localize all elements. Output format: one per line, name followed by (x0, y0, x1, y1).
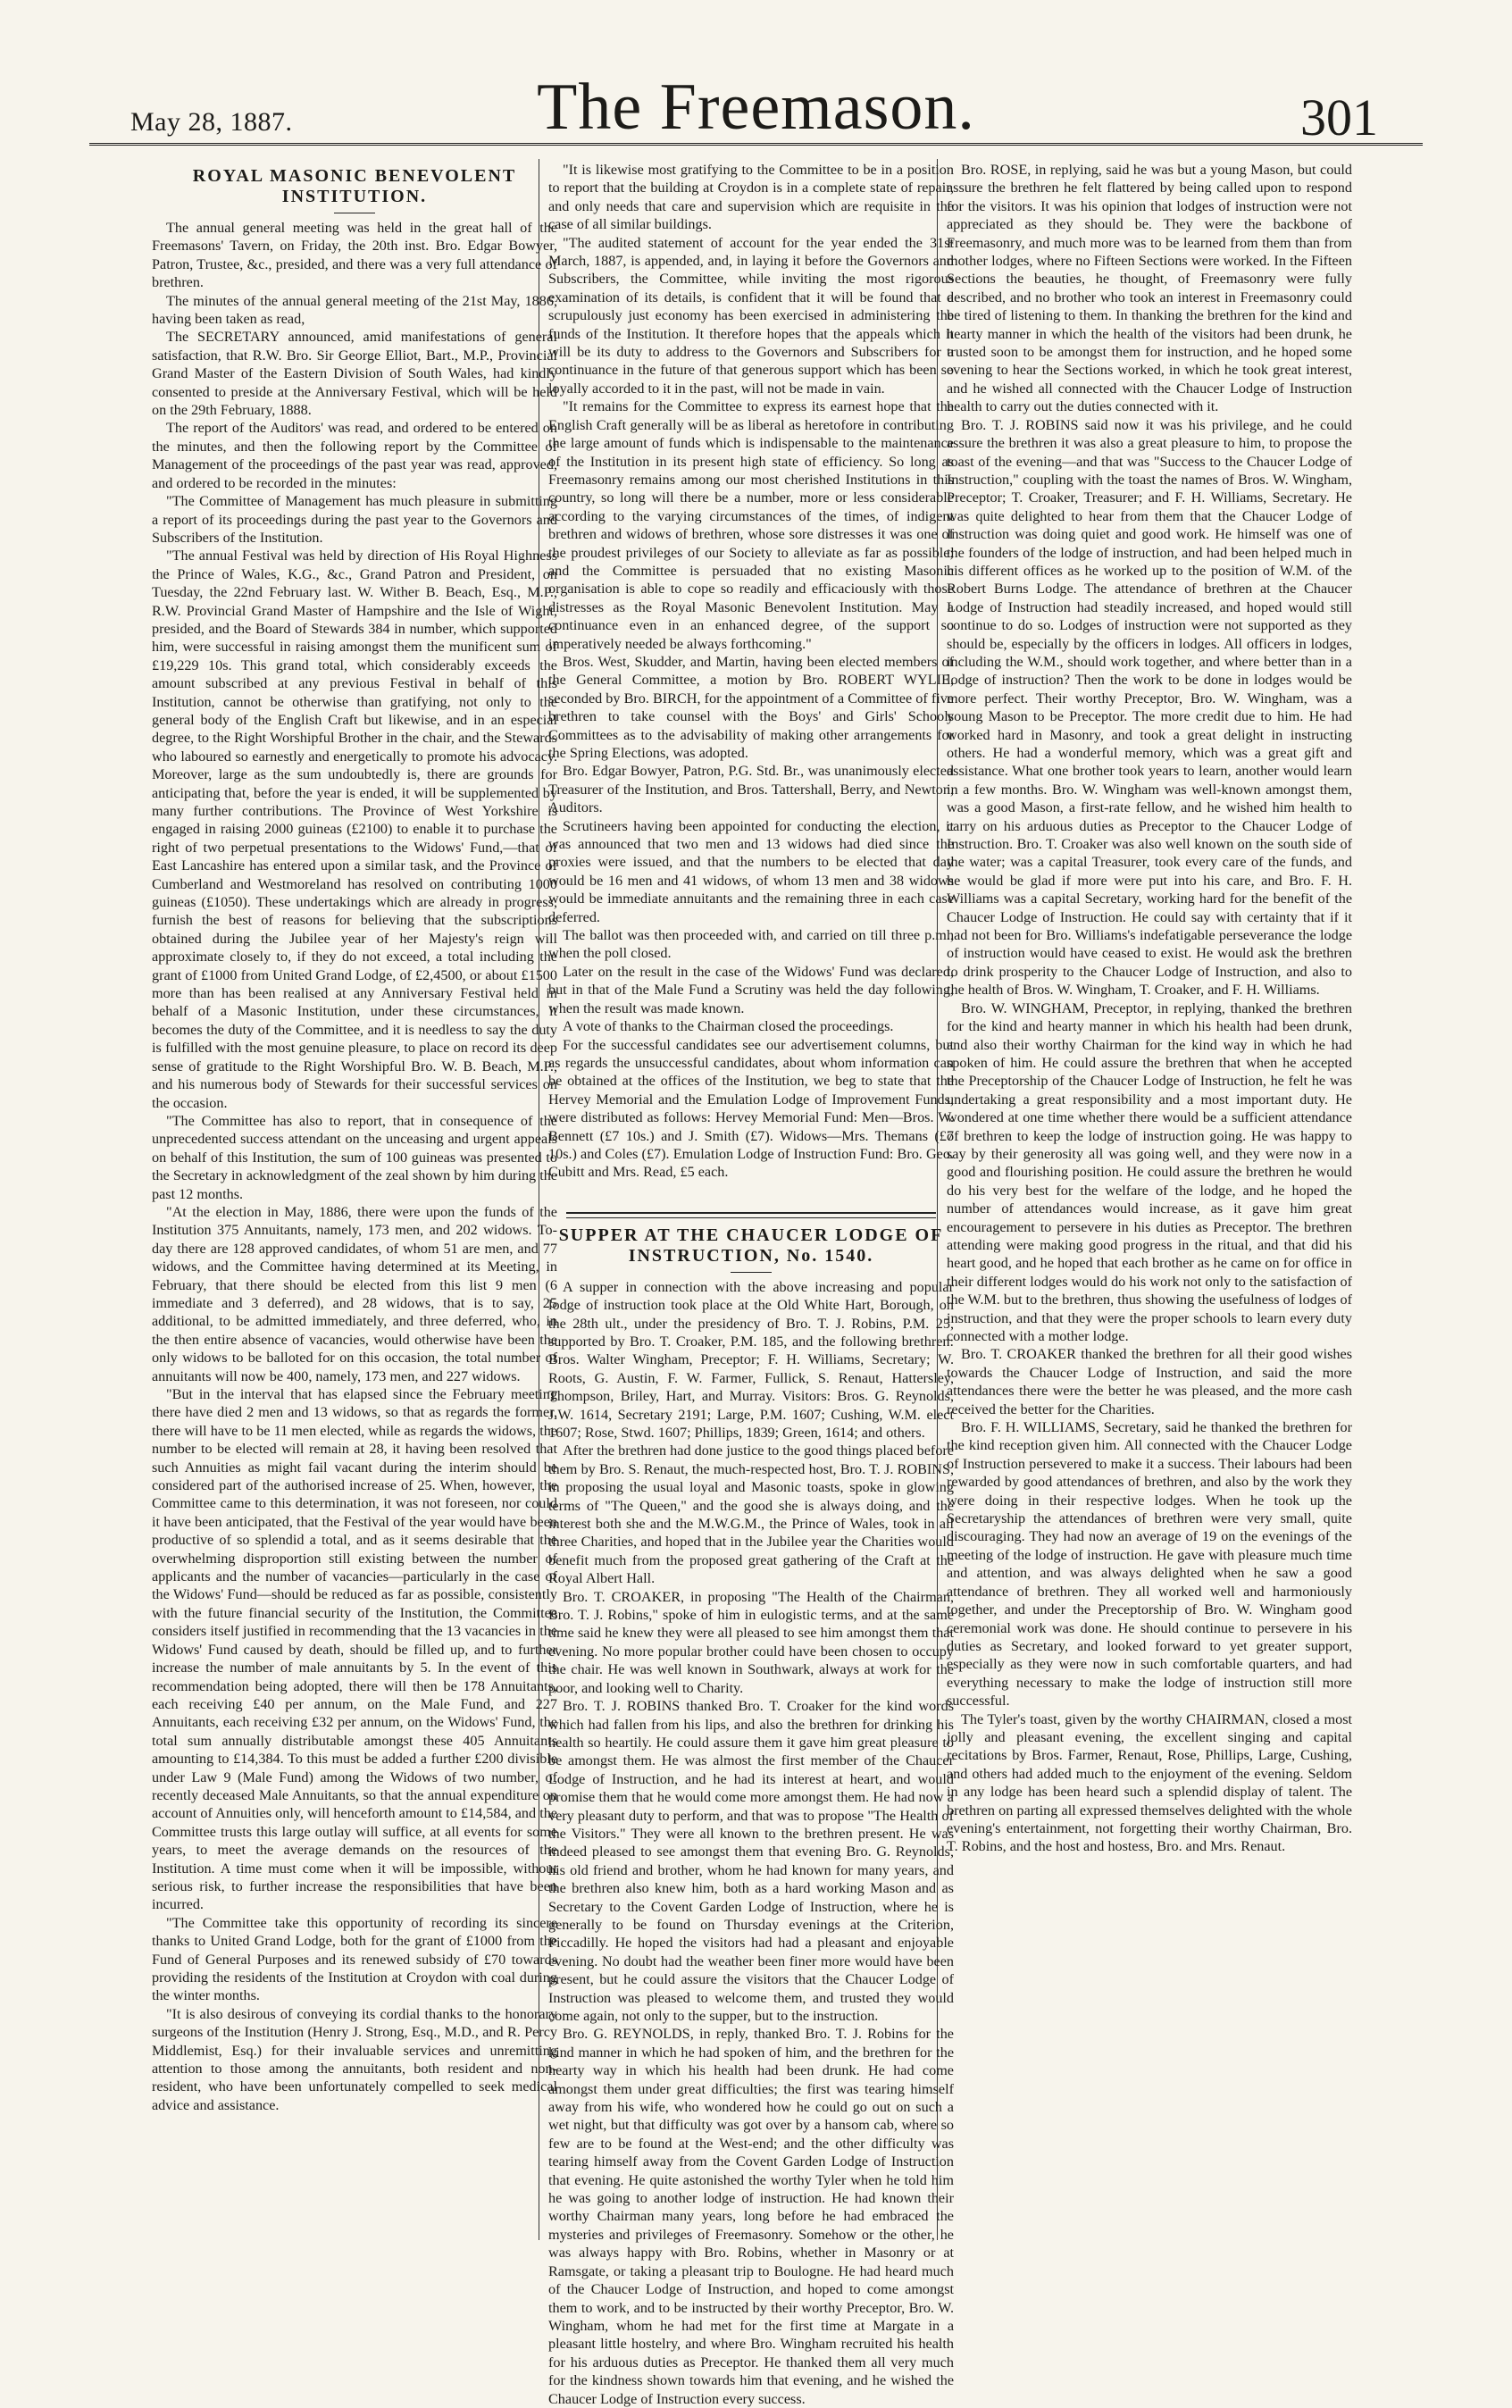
masthead (89, 61, 1423, 146)
paragraph: "It is likewise most gratifying to the Committee to be in a position to report that the building at Croydon is in a complete state of repair, and only needs that care and supervision which are requisite in the case of all similar buildings. (548, 162, 954, 233)
paragraph: Bro. T. CROAKER, in proposing "The Health of the Chairman, Bro. T. J. Robins," spoke of him in eulogistic terms, and at the same time said he knew they were all pleased to see him amongst them that evening. No more popular brother could have been chosen to occupy the chair. He was well known in Southwark, always at work for the poor, and looking well to Charity. (548, 1588, 954, 1696)
paragraph: A vote of thanks to the Chairman closed the proceedings. (563, 1018, 894, 1035)
paragraph: "It remains for the Committee to express its earnest hope that the English Craft generally will be as liberal as heretofore in contributing the large amount of funds which is indispensable to the maintenance of the Institution in its present high state of efficiency. So long as Freemasonry remains among our most cherished Institutions in this country, so long will there be a number, more or less considerable according to the varying circumstances of the times, of indigent brethren and widows of brethren, whose sore distresses it was one of the proudest privileges of our Society to alleviate as far as possible; and the Committee is persuaded that no existing Masonic organisation is able to cope so readily and efficaciously with those distresses as the Royal Masonic Benevolent Institution. May a continuance even in an enhanced degree, of the support so imperatively needed be always forthcoming." (548, 398, 954, 652)
paragraph: Bros. West, Skudder, and Martin, having been elected members of the General Committee, a motion by Bro. ROBERT WYLIE, seconded by Bro. BIRCH, for the appointment of a Committee of five brethren to take counsel with the Boys' and Girls' Schools Committees as to the advisability of making other arrangements for the Spring Elections, was adopted. (548, 653, 954, 761)
paragraph: The Tyler's toast, given by the worthy CHAIRMAN, closed a most jolly and pleasant evening, the excellent singing and capital recitations by Bros. Farmer, Renaut, Rose, Phillips, Large, Cushing, and others had added much to the enjoyment of the evening. Seldom in any lodge has been heard such a splendid display of talent. The brethren on parting all expressed themselves delighted with the whole evening's entertainment, not forgetting their worthy Chairman, Bro. T. Robins, and the host and hostess, Bro. and Mrs. Renaut. (947, 1710, 1352, 1855)
paragraph: "The audited statement of account for the year ended the 31st March, 1887, is appended, and, in laying it before the Governors and Subscribers, the Committee, while inviting the most rigorous examination of its details, is confident that it will be found that a scrupulously just economy has been exercised in administering the funds of the Institution. It therefore hopes that the appeals which it will be its duty to address to the Governors and Subscribers for a continuance in the future of that generous support which has been so loyally accorded to it in the past, will not be made in vain. (548, 234, 954, 397)
divider (731, 1272, 772, 1273)
paragraph: "At the election in May, 1886, there were upon the funds of the Institution 375 Annuitants, namely, 173 men, and 202 widows. To-day there are 128 approved candidates, of whom 51 are men, and 77 widows, and the Committee having determined at its Meeting, in February, that there should be elected from this list 9 men (6 immediate and 3 deferred), and 28 widows, that is to say, 25 additional, to be admitted immediately, and three deferred, who, in the then entire absence of vacancies, would otherwise have been the only widows to be balloted for on this occasion, the total number of annuitants will now be 400, namely, 173 men, and 227 widows. (152, 1203, 557, 1384)
article-heading: SUPPER AT THE CHAUCER LODGE OF INSTRUCTION, No. 1540. (558, 1225, 944, 1266)
paragraph: The annual general meeting was held in the great hall of the Freemasons' Tavern, on Friday, the 20th inst. Bro. Edgar Bowyer, Patron, Trustee, &c., presided, and there was a very full attendance of brethren. (152, 220, 557, 291)
article-heading: ROYAL MASONIC BENEVOLENT INSTITUTION. (192, 166, 517, 206)
paragraph: The ballot was then proceeded with, and carried on till three p.m., when the poll closed. (548, 927, 954, 962)
paragraph: Bro. T. J. ROBINS said now it was his privilege, and he could assure the brethren it was also a great pleasure to him, to propose the toast of the evening—and that was "Success to the Chaucer Lodge of Instruction," coupling with the toast the names of Bros. W. Wingham, Preceptor; T. Croaker, Treasurer; and F. H. Williams, Secretary. He was quite delighted to hear from them that the Chaucer Lodge of Instruction was doing quiet and good work. He himself was one of the founders of the lodge of instruction, and had been helped much in his different offices as he worked up to the position of W.M. of the Robert Burns Lodge. The attendance of brethren at the Chaucer Lodge of Instruction had steadily increased, and hoped would still continue to do so. Lodges of instruction were not supported as they should be, especially by the officers in lodges. All officers in lodges, including the W.M., should work together, and where better than in a lodge of instruction? Then the work to be done in lodges would be more perfect. Their worthy Preceptor, Bro. W. Wingham, was a young Mason to be Preceptor. The more credit due to him. He had worked hard in Masonry, and took a great delight in instructing others. He had a wonderful memory, which was a great gift and assistance. What one brother took years to learn, another would learn in a few months. Bro. W. Wingham was well-known amongst them, was a good Mason, a first-rate fellow, and he wished him health to carry on his arduous duties as Preceptor to the Chaucer Lodge of Instruction. Bro. T. Croaker was also well known on the south side of the water; was a capital Treasurer, took every care of the funds, and he would be glad if more were put into his care, and Bro. F. H. Williams was a capital Secretary, working hard for the benefit of the Chaucer Lodge of Instruction. He could say with certainty that if it had not been for Bro. Williams's indefatigable perseverance the lodge of instruction would have ceased to exist. He would ask the brethren to drink prosperity to the Chaucer Lodge of Instruction, and also to the health of Bros. W. Wingham, T. Croaker, and F. H. Williams. (947, 416, 1352, 999)
paragraph: The minutes of the annual general meeting of the 21st May, 1886, having been taken as read, (152, 292, 557, 328)
paragraph: The SECRETARY announced, amid manifestations of general satisfaction, that R.W. Bro. Sir George Elliot, Bart., M.P., Provincial Grand Master of the Eastern Division of South Wales, had kindly consented to preside at the Anniversary Festival, which will be held on the 29th February, 1888. (152, 329, 557, 419)
paragraph: The report of the Auditors' was read, and ordered to be entered on the minutes, and then the following report by the Committee of Management of the proceedings of the past year was read, approved, and ordered to be recorded in the minutes: (152, 420, 557, 491)
paragraph: Bro. G. REYNOLDS, in reply, thanked Bro. T. J. Robins for the kind manner in which he had spoken of him, and the brethren for the hearty way in which his health had been drunk. He had come amongst them under great difficulties; the first was tearing himself away from his wife, who wondered how he could go out on such a wet night, but that difficulty was got over by a hansom cab, where so few are to be found at the West-end; and the other difficulty was tearing himself away from the Covent Garden Lodge of Instruction that evening. He quite astonished the worthy Tyler when he told him he was going to another lodge of instruction. He had known their worthy Chairman many years, long before he had embraced the mysteries and privileges of Freemasonry. Somehow or the other, he was always happy with Bro. Robins, whether in Masonry or at Ramsgate, or taking a pleasant trip to Boulogne. He had heard much of the Chaucer Lodge of Instruction, and hoped to come amongst them to work, and to be instructed by their worthy Preceptor, Bro. W. Wingham, whom he had met for the first time at Margate in a pleasant little hostelry, and where Bro. Wingham recruited his health for his arduous duties as Preceptor. He thanked them all very much for the kindness shown towards him that evening, and he wished the Chaucer Lodge of Instruction every success. (548, 2026, 954, 2407)
paragraph: Later on the result in the case of the Widows' Fund was declared, but in that of the Male Fund a Scrutiny was held the day following, when the result was made known. (548, 963, 954, 1016)
paragraph: A supper in connection with the above increasing and popular lodge of instruction took place at the Old White Hart, Borough, on the 28th ult., under the presidency of Bro. T. J. Robins, P.M. 25, supported by Bro. T. Croaker, P.M. 185, and the following brethren: Bros. Walter Wingham, Preceptor; F. H. Williams, Secretary; W. Roots, G. Austin, F. W. Farmer, Fullick, S. Renaut, Hattersley, Thompson, Briley, Hart, and Murray. Visitors: Bros. G. Reynolds, J.W. 1614, Secretary 2191; Large, P.M. 1607; Cushing, W.M. elect 1607; Rose, Stwd. 1607; Phillips, 1839; Green, 1614; and others. (548, 1278, 954, 1441)
paragraph: Bro. Edgar Bowyer, Patron, P.G. Std. Br., was unanimously elected Treasurer of the Institution, and Bros. Tattershall, Berry, and Newton, Auditors. (548, 763, 954, 816)
column-3 (947, 161, 1352, 2233)
page-number: 301 (1300, 88, 1378, 146)
section-divider (566, 1212, 936, 1218)
paragraph: "It is also desirous of conveying its cordial thanks to the honorary surgeons of the Institution (Henry J. Strong, Esq., M.D., and R. Percy Middlemist, Esq.) for their invaluable services and unremitting attention to those among the annuitants, both resident and non-resident, who have been unfortunately compelled to seek medical advice and assistance. (152, 2005, 557, 2113)
paragraph: "But in the interval that has elapsed since the February meeting there have died 2 men and 13 widows, so that as regards the former, there will have to be 11 men elected, while as regards the widows, the number to be elected will remain at 28, it having been resolved that such Annuities as might fail vacant during the interim should be considered part of the authorised increase of 25. When, however, the Committee came to this determination, it was not foreseen, nor could it have been anticipated, that the Festival of the year would have been productive of so splendid a total, and as it seems desirable that the overwhelming disproportion still existing between the number of applicants and the number of vacancies—particularly in the case of the Widows' Fund—should be reduced as far as possible, consistently with the future financial security of the Institution, the Committee considers itself justified in recommending that the 13 vacancies in the Widows' Fund caused by death, should be filled up, and to further increase the number of male annuitants by 5. In the event of this recommendation being adopted, there will then be 178 Annuitants, each receiving £40 per annum, on the Male Fund, and 227 Annuitants, each receiving £32 per annum, on the Widows' Fund, the total sum annually distributable amongst these 405 Annuitants amounting to £14,384. To this must be added a further £200 divisible under Law 9 (Male Fund) among the Widows of two number, of recently deceased Male Annuitants, so that the annual expenditure on account of Annuities only, will henceforth amount to £14,584, and the Committee trusts this large outlay will suffice, at all events for some years, to meet the average demands on the resources of the Institution. A time must come when it will be impossible, without serious risk, to further increase the responsibilities that have been incurred. (152, 1386, 557, 1913)
column-2 (548, 161, 954, 2407)
paragraph: Bro. T. J. ROBINS thanked Bro. T. Croaker for the kind words which had fallen from his lips, and also the brethren for drinking his health so heartily. He could assure them it gave him great pleasure to be amongst them. He was almost the first member of the Chaucer Lodge of Instruction, and he had its interest at heart, and would promise them that he would come more amongst them. He had now a very pleasant duty to perform, and that was to propose "The Health of the Visitors." They were all known to the brethren present. He was indeed pleased to see amongst them that evening Bro. G. Reynolds, his old friend and brother, whom he had known for many years, and the brethren also knew him, both as a hard working Mason and as Secretary to the Covent Garden Lodge of Instruction, where he is generally to be found on Thursday evenings at the Criterion, Piccadilly. He hoped the visitors had had a pleasant and enjoyable evening. No doubt had the weather been finer more would have been present, but he could assure the visitors that the Chaucer Lodge of Instruction was pleased to welcome them, and trusted they would come again, not only to the supper, but to the instruction. (548, 1698, 954, 2024)
paragraph: "The Committee of Management has much pleasure in submitting a report of its proceedings during the past year to the Governors and Subscribers of the Institution. (152, 493, 557, 546)
paragraph: After the brethren had done justice to the good things placed before them by Bro. S. Renaut, the much-respected host, Bro. T. J. ROBINS, in proposing the usual loyal and Masonic toasts, spoke in glowing terms of "The Queen," and the good she is always doing, and the interest both she and the M.W.G.M., the Prince of Wales, took in all three Charities, and hoped that in the Jubilee year the Charities would benefit much from the proposed great gathering of the Craft at the Royal Albert Hall. (548, 1442, 954, 1587)
issue-date: May 28, 1887. (130, 107, 293, 137)
paragraph: Scrutineers having been appointed for conducting the election, it was announced that two men and 13 widows had died since the proxies were issued, and that the numbers to be elected that day would be 16 men and 41 widows, of whom 13 men and 38 widows would be immediate annuitants and the remaining three in each case deferred. (548, 817, 954, 925)
paragraph: "The Committee take this opportunity of recording its sincere thanks to United Grand Lodge, both for the grant of £1000 from the Fund of General Purposes and its renewed subsidy of £70 towards providing the residents of the Institution at Croydon with coal during the winter months. (152, 1914, 557, 2004)
paragraph: Bro. T. CROAKER thanked the brethren for all their good wishes towards the Chaucer Lodge of Instruction, and said the more attendances there were the better he was pleased, and the more cash received the better for the Charities. (947, 1346, 1352, 1417)
paragraph: Bro. F. H. WILLIAMS, Secretary, said he thanked the brethren for the kind reception given him. All connected with the Chaucer Lodge of Instruction persevered to make it a success. Their labours had been rewarded by good attendances of brethren, and also by the work they were doing in their respective lodges. When he took up the Secretaryship the attendances of brethren were very small, quite discouraging. They had now an average of 19 on the evenings of the meeting of the lodge of instruction. He gave with pleasure much time and attention, and was always delighted when he saw a good attendance of brethren. They all worked well and harmoniously together, and under the Preceptorship of Bro. W. Wingham good ceremonial work was done. He should continue to persevere in his duties as Secretary, and looked forward to yet greater support, especially as they were now in such comfortable quarters, and had everything necessary to make the lodge of instruction still more successful. (947, 1419, 1352, 1710)
paragraph: "The Committee has also to report, that in consequence of the unprecedented success attendant on the unceasing and urgent appeals on behalf of this Institution, the sum of 100 guineas was presented to the Secretary in acknowledgment of the zeal shown by him during the past 12 months. (152, 1112, 557, 1202)
paragraph: "The annual Festival was held by direction of His Royal Highness the Prince of Wales, K.G., &c., Grand Patron and President, on Tuesday, the 22nd February last. W. Wither B. Beach, Esq., M.P., R.W. Provincial Grand Master of Hampshire and the Isle of Wight, presided, and the Board of Stewards 384 in number, which supported him, were successful in raising amongst them the munificent sum of £19,229 10s. This grand total, which considerably exceeds the amount subscribed at any previous Festival in behalf of this Institution, cannot be otherwise than gratifying, not only to the general body of the English Craft but likewise, and in an especial degree, to the Right Worshipful Brother in the chair, and the Stewards who laboured so earnestly and energetically to promote his advocacy. Moreover, large as the sum undoubtedly is, there are grounds for anticipating that, before the year is ended, it will be supplemented by many further contributions. The Province of West Yorkshire is engaged in raising 2000 guineas (£2100) to enable it to purchase the right of two perpetual presentations to the Widows' Fund,—that of East Lancashire has entered upon a similar task, and the Province of Cumberland and Westmoreland has resolved on contributing 1000 guineas (£1050). These undertakings which are already in progress, furnish the best of reasons for believing that the subscriptions obtained during the Jubilee year of her Majesty's reign will approximate closely to, if they do not exceed, a total including the grant of £1000 from United Grand Lodge, of £2,4500, or about £1500 more than has been realised at any Anniversary Festival held in behalf of a Masonic Institution, under these circumstances, it becomes the duty of the Committee, and it is needless to say the duty is fulfilled with the most genuine pleasure, to place on record its deep sense of gratitude to the Right Worshipful Bro. W. B. Beach, M.P., and his numerous body of Stewards for their successful services on the occasion. (152, 548, 557, 1111)
paragraph: Bro. W. WINGHAM, Preceptor, in replying, thanked the brethren for the kind and hearty manner in which his health had been drunk, and also their worthy Chairman for the kind way in which he had spoken of him. He could assure the brethren that when he accepted the Preceptorship of the Chaucer Lodge of Instruction, he felt he was undertaking a great responsibility and a most important duty. He wondered at one time whether there would be a sufficient attendance of brethren to keep the lodge of instruction going. He was happy to say by their generosity all was going well, and they were now in a good and flourishing position. He could assure the brethren he would do his very best for the welfare of the lodge, and he hoped the number of attendances would increase, as it gave him great encouragement to persevere in his duties as Preceptor. The brethren attending were making good progress in the ritual, and that did his heart good, and he hoped that each brother as he came on for office in their different lodges would do his work not only to the satisfaction of the W.M. but to the brethren, thus showing the usefulness of lodges of instruction, and that they were the proper schools to learn every duty connected with a mother lodge. (947, 999, 1352, 1344)
newspaper-title: The Freemason. (537, 71, 975, 144)
paragraph: Bro. ROSE, in replying, said he was but a young Mason, but could assure the brethren he felt flattered by being called upon to respond for the visitors. It was his opinion that lodges of instruction were not appreciated as they should be. They were the backbone of Freemasonry, and much more was to be learned from them than from mother lodges, where no Fifteen Sections were worked. In the Fifteen Sections the beauties, he thought, of Freemasonry were fully described, and no brother who took an interest in Freemasonry could be tired of listening to them. In thanking the brethren for the kind and hearty manner in which the health of the visitors had been drunk, he trusted soon to be amongst them for instruction, and he hoped some evening to hear the Sections worked, in which he took great interest, and he wished all connected with the Chaucer Lodge of Instruction health to carry out the duties connected with it. (947, 162, 1352, 415)
column-1 (152, 161, 557, 2233)
paragraph: For the successful candidates see our advertisement columns, but as regards the unsuccessful candidates, about whom information can be obtained at the offices of the Institution, we beg to state that the Hervey Memorial and the Emulation Lodge of Improvement Funds, were distributed as follows: Hervey Memorial Fund: Men—Bros. W. Bennett (£7 10s.) and J. Smith (£7). Widows—Mrs. Themans (£7 10s.) and Coles (£7). Emulation Lodge of Instruction Fund: Bro. Geo. Cubitt and Mrs. Read, £5 each. (548, 1036, 954, 1181)
